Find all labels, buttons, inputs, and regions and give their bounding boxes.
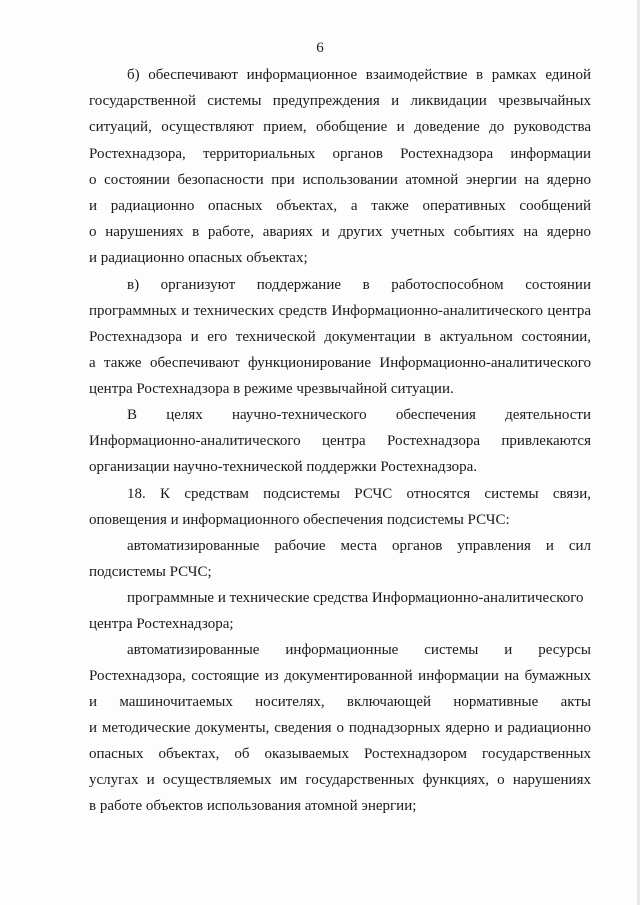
text-line: программных и технических средств Информационно-аналитического центра bbox=[89, 303, 591, 319]
text-line: Информационно-аналитического центра Ростехнадзора привлекаются bbox=[89, 433, 591, 449]
page-number: 6 bbox=[316, 40, 324, 56]
text-line: программные и технические средства Информационно-аналитического bbox=[127, 590, 584, 606]
text-line: ситуаций, осуществляют прием, обобщение и доведение до руководства bbox=[89, 119, 591, 135]
text-line: о нарушениях в работе, авариях и других учетных событиях на ядерно bbox=[89, 224, 591, 240]
text-line: центра Ростехнадзора; bbox=[89, 616, 234, 632]
text-line: услугах и осуществляемых им государственных функциях, о нарушениях bbox=[89, 772, 591, 788]
text-line: б) обеспечивают информационное взаимодействие в рамках единой bbox=[127, 67, 591, 83]
text-line: подсистемы РСЧС; bbox=[89, 564, 212, 580]
text-line: В целях научно-технического обеспечения деятельности bbox=[127, 407, 591, 423]
text-line: Ростехнадзора, состоящие из документированной информации на бумажных bbox=[89, 668, 591, 684]
text-line: организации научно-технической поддержки Ростехнадзора. bbox=[89, 459, 478, 475]
text-line: автоматизированные рабочие места органов управления и сил bbox=[127, 538, 591, 554]
text-line: и машиночитаемых носителях, включающей нормативные акты bbox=[89, 694, 591, 710]
text-line: и методические документы, сведения о поднадзорных ядерно и радиационно bbox=[89, 720, 591, 736]
text-line: Ростехнадзора, территориальных органов Ростехнадзора информации bbox=[89, 146, 591, 162]
text-line: государственной системы предупреждения и ликвидации чрезвычайных bbox=[89, 93, 591, 109]
text-line: в) организуют поддержание в работоспособном состоянии bbox=[127, 277, 591, 293]
text-line: о состоянии безопасности при использовании атомной энергии на ядерно bbox=[89, 172, 591, 188]
text-line: опасных объектах, об оказываемых Ростехнадзором государственных bbox=[89, 746, 591, 762]
text-line: Ростехнадзора и его технической документации в актуальном состоянии, bbox=[89, 329, 591, 345]
text-line: 18. К средствам подсистемы РСЧС относятся системы связи, bbox=[127, 486, 591, 502]
text-line: и радиационно опасных объектах, а также оперативных сообщений bbox=[89, 198, 591, 214]
text-line: центра Ростехнадзора в режиме чрезвычайной ситуации. bbox=[89, 381, 454, 397]
text-line: и радиационно опасных объектах; bbox=[89, 250, 308, 266]
text-line: оповещения и информационного обеспечения подсистемы РСЧС: bbox=[89, 512, 510, 528]
text-line: а также обеспечивают функционирование Информационно-аналитического bbox=[89, 355, 591, 371]
text-line: автоматизированные информационные системы и ресурсы bbox=[127, 642, 591, 658]
text-line: в работе объектов использования атомной энергии; bbox=[89, 798, 417, 814]
